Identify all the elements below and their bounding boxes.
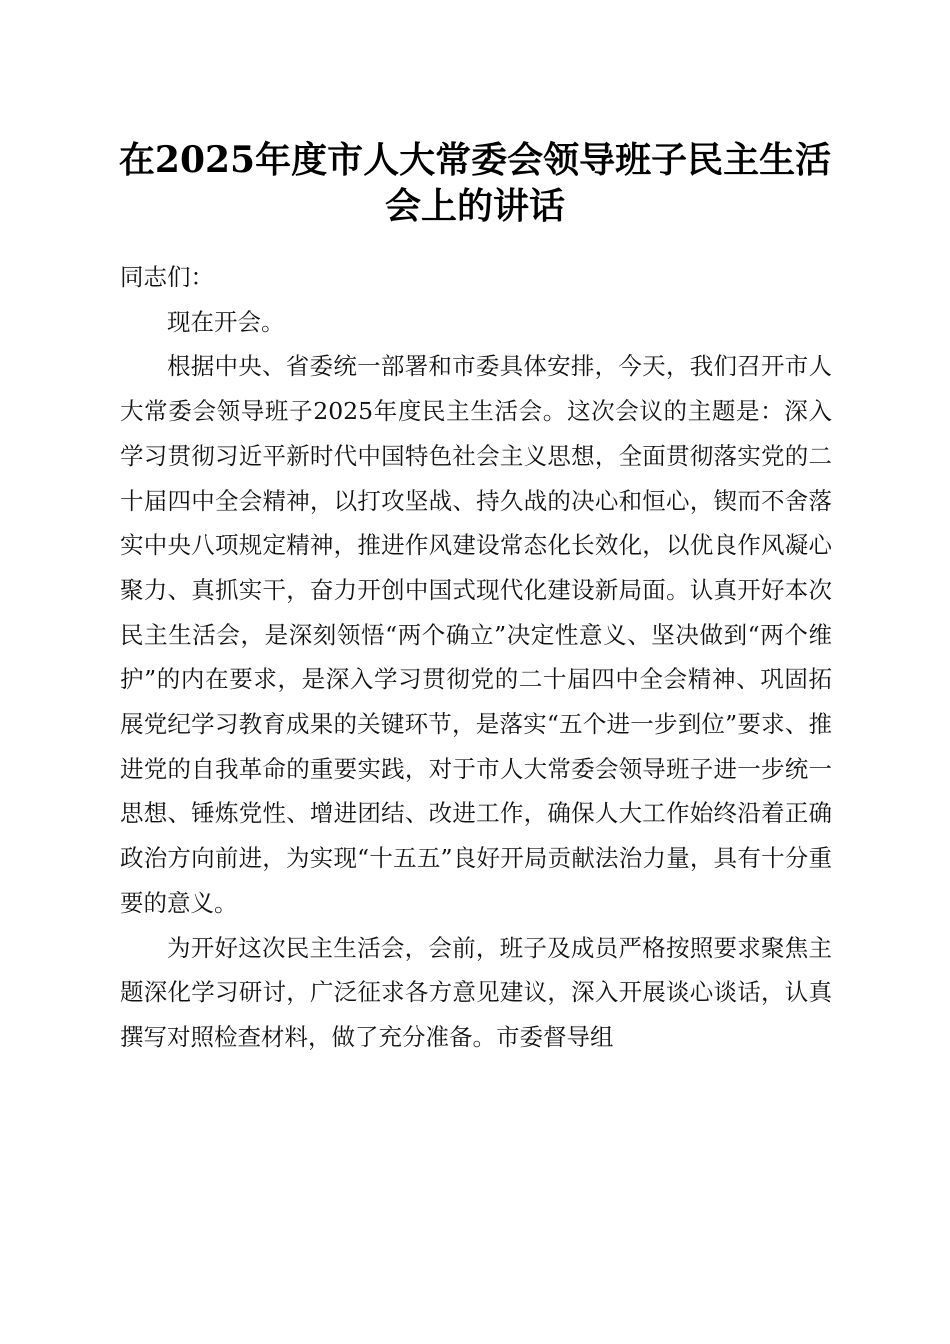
salutation: 同志们： bbox=[120, 263, 214, 291]
title-line-1: 在2025年度市人大常委会领导班子民主生活 bbox=[118, 139, 832, 181]
title-line-2: 会上的讲话 bbox=[384, 185, 565, 227]
paragraph-meeting-theme: 根据中央、省委统一部署和市委具体安排，今天，我们召开市人大常委会领导班子2025年度民主生活会。这次会议的主题是：深入学习贯彻习近平新时代中国特色社会主义思想，全面贯彻落实党的二十届四中全会精神，以打攻坚战、持久战的决心和恒心，锲而不舍落实中央八项规定精神，推进作风建设常态化长效化，以优良作风凝心聚力、真抓实干，奋力开创中国式现代化建设新局面。认真开好本次民主生活会，是深刻领悟“两个确立”决定性意义、坚决做到“两个维护”的内在要求，是深入学习贯彻党的二十届四中全会精神、巩固拓展党纪学习教育成果的关键环节，是落实“五个进一步到位”要求、推进党的自我革命的重要实践，对于市人大常委会领导班子进一步统一思想、锤炼党性、增进团结、改进工作，确保人大工作始终沿着正确政治方向前进，为实现“十五五”良好开局贡献法治力量，具有十分重要的意义。 bbox=[120, 352, 832, 917]
paragraph-opening: 现在开会。 bbox=[167, 307, 285, 336]
document-title bbox=[110, 137, 840, 229]
document-body bbox=[120, 255, 832, 1060]
paragraph-preparation: 为开好这次民主生活会，会前，班子及成员严格按照要求聚焦主题深化学习研讨，广泛征求各方意见建议，深入开展谈心谈话，认真撰写对照检查材料，做了充分准备。市委督导组 bbox=[120, 933, 832, 1051]
